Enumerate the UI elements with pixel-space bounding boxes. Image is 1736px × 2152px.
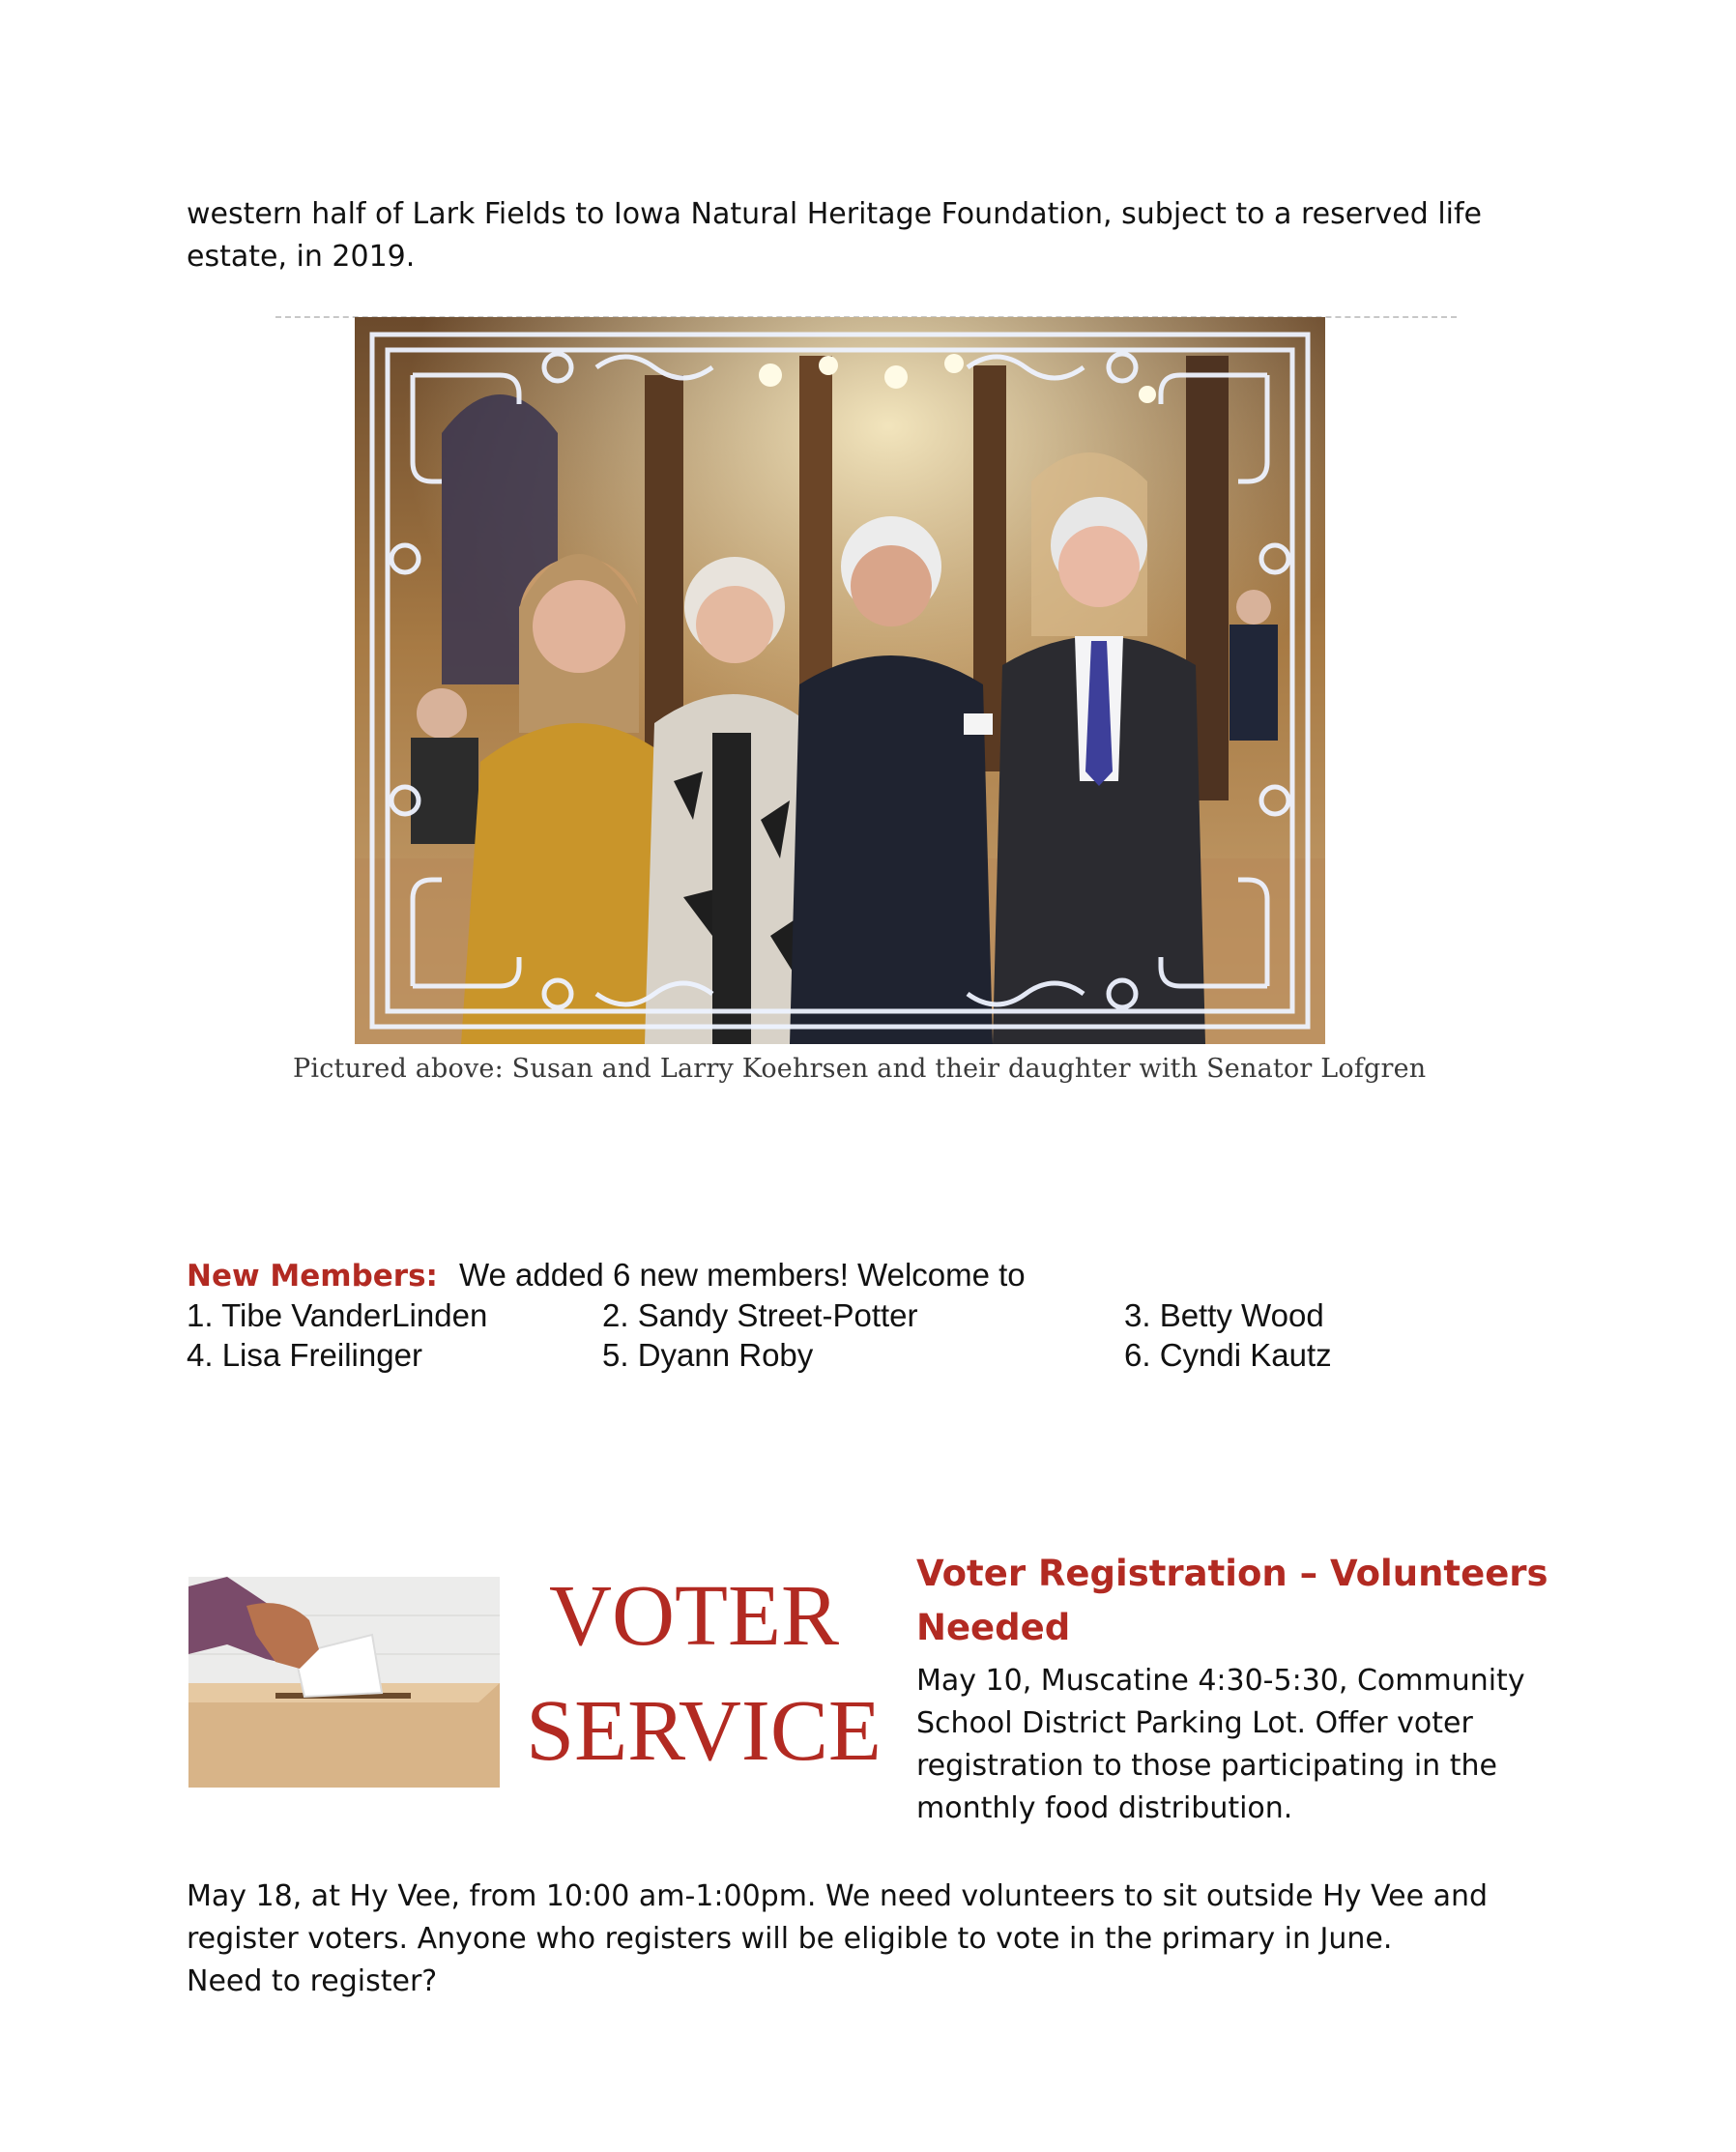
ballot-box-image xyxy=(188,1577,500,1788)
hyvee-paragraph xyxy=(187,1876,1559,2003)
group-photo xyxy=(355,317,1325,1044)
member-item: 5. Dyann Roby xyxy=(602,1337,814,1373)
voter-service-logo-line1: VOTER xyxy=(549,1568,839,1664)
member-item: 1. Tibe VanderLinden xyxy=(187,1297,488,1333)
photo-caption: Pictured above: Susan and Larry Koehrsen and their daughter with Senator Lofgren xyxy=(293,1054,1427,1084)
intro-paragraph: western half of Lark Fields to Iowa Natural Heritage Foundation, subject to a reserved life estate, in 2019. xyxy=(187,197,1483,274)
new-members-heading: New Members: xyxy=(187,1259,438,1294)
new-members-intro: We added 6 new members! Welcome to xyxy=(458,1257,1026,1293)
member-item: 4. Lisa Freilinger xyxy=(187,1337,422,1373)
voter-registration-heading: Voter Registration – Volunteers Needed xyxy=(916,1553,1548,1648)
member-item: 3. Betty Wood xyxy=(1124,1297,1324,1333)
new-members-header xyxy=(187,1254,1026,1297)
member-item: 6. Cyndi Kautz xyxy=(1124,1337,1332,1373)
voter-registration-paragraph: May 10, Muscatine 4:30-5:30, Community School District Parking Lot. Offer voter registration to those participating in the monthly food distribution. xyxy=(916,1664,1525,1825)
hyvee-question: Need to register? xyxy=(187,1964,438,1998)
hyvee-line: register voters. Anyone who registers will be eligible to vote in the primary in June. xyxy=(187,1922,1393,1956)
member-item: 2. Sandy Street-Potter xyxy=(602,1297,918,1333)
hyvee-line: May 18, at Hy Vee, from 10:00 am-1:00pm. We need volunteers to sit outside Hy Vee and xyxy=(187,1879,1489,1913)
voter-service-logo-line2: SERVICE xyxy=(526,1683,882,1779)
